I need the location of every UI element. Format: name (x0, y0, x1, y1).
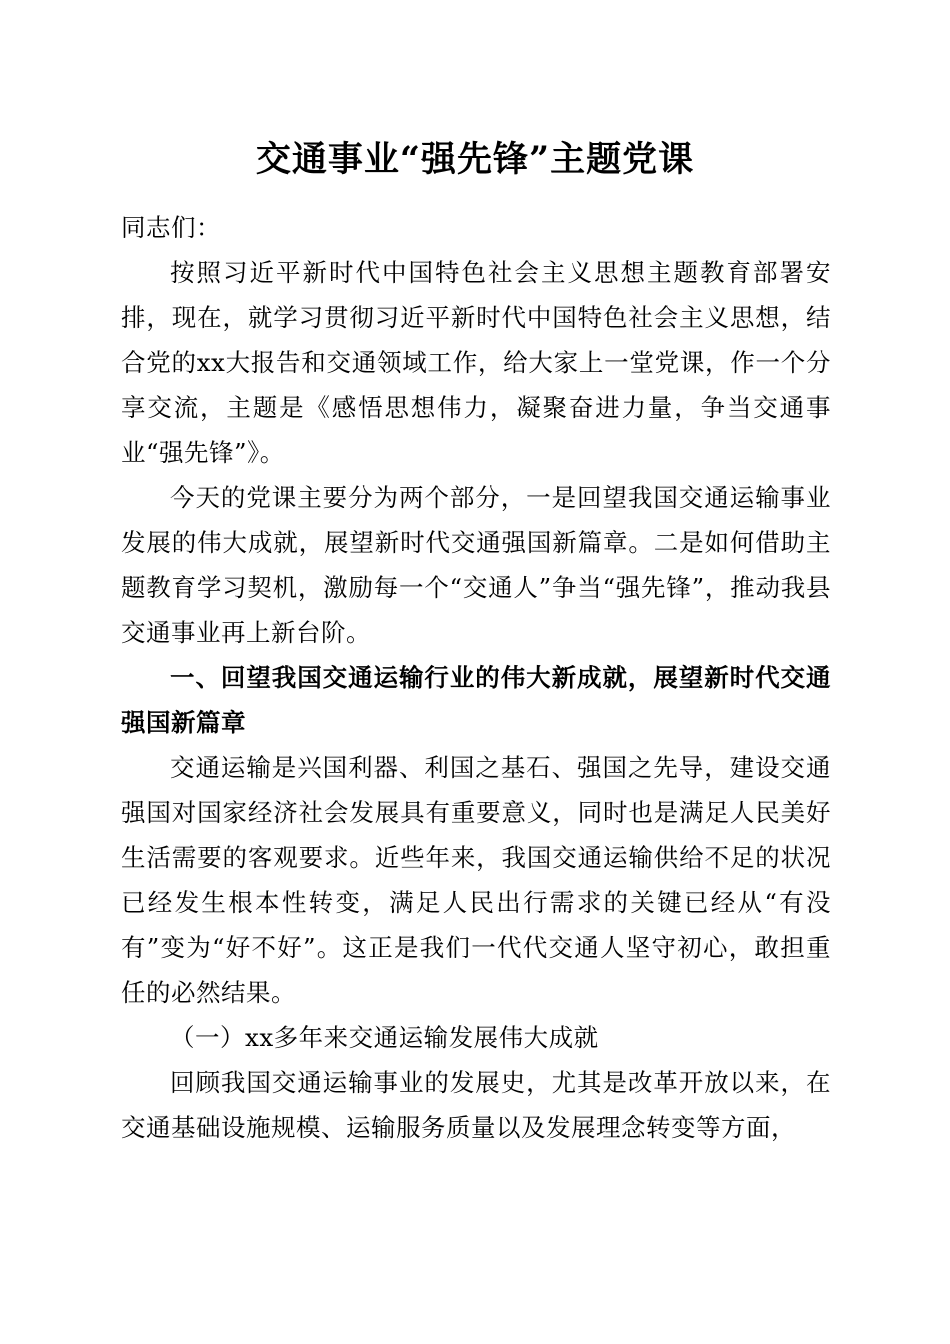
document-title: 交通事业“强先锋”主题党课 (255, 139, 695, 180)
document-body (121, 205, 831, 1150)
outline-paragraph: 今天的党课主要分为两个部分，一是回望我国交通运输事业发展的伟大成就，展望新时代交通强国新篇章。二是如何借助主题教育学习契机，激励每一个“交通人”争当“强先锋”，推动我县交通事业再上新台阶。 (121, 483, 831, 647)
subsection-paragraph: 回顾我国交通运输事业的发展史，尤其是改革开放以来，在交通基础设施规模、运输服务质量以及发展理念转变等方面， (121, 1068, 831, 1142)
intro-paragraph: 按照习近平新时代中国特色社会主义思想主题教育部署安排，现在，就学习贯彻习近平新时代中国特色社会主义思想，结合党的xx大报告和交通领域工作，给大家上一堂党课，作一个分享交流，主题是《感悟思想伟力，凝聚奋进力量，争当交通事业“强先锋”》。 (121, 258, 831, 467)
section-heading: 一、回望我国交通运输行业的伟大新成就，展望新时代交通强国新篇章 (121, 663, 831, 737)
salutation: 同志们： (121, 213, 221, 242)
section-paragraph: 交通运输是兴国利器、利国之基石、强国之先导，建设交通强国对国家经济社会发展具有重要意义，同时也是满足人民美好生活需要的客观要求。近些年来，我国交通运输供给不足的状况已经发生根本性转变，满足人民出行需求的关键已经从“有没有”变为“好不好”。这正是我们一代代交通人坚守初心，敢担重任的必然结果。 (121, 753, 831, 1007)
subsection-heading: （一）xx多年来交通运输发展伟大成就 (170, 1023, 599, 1052)
